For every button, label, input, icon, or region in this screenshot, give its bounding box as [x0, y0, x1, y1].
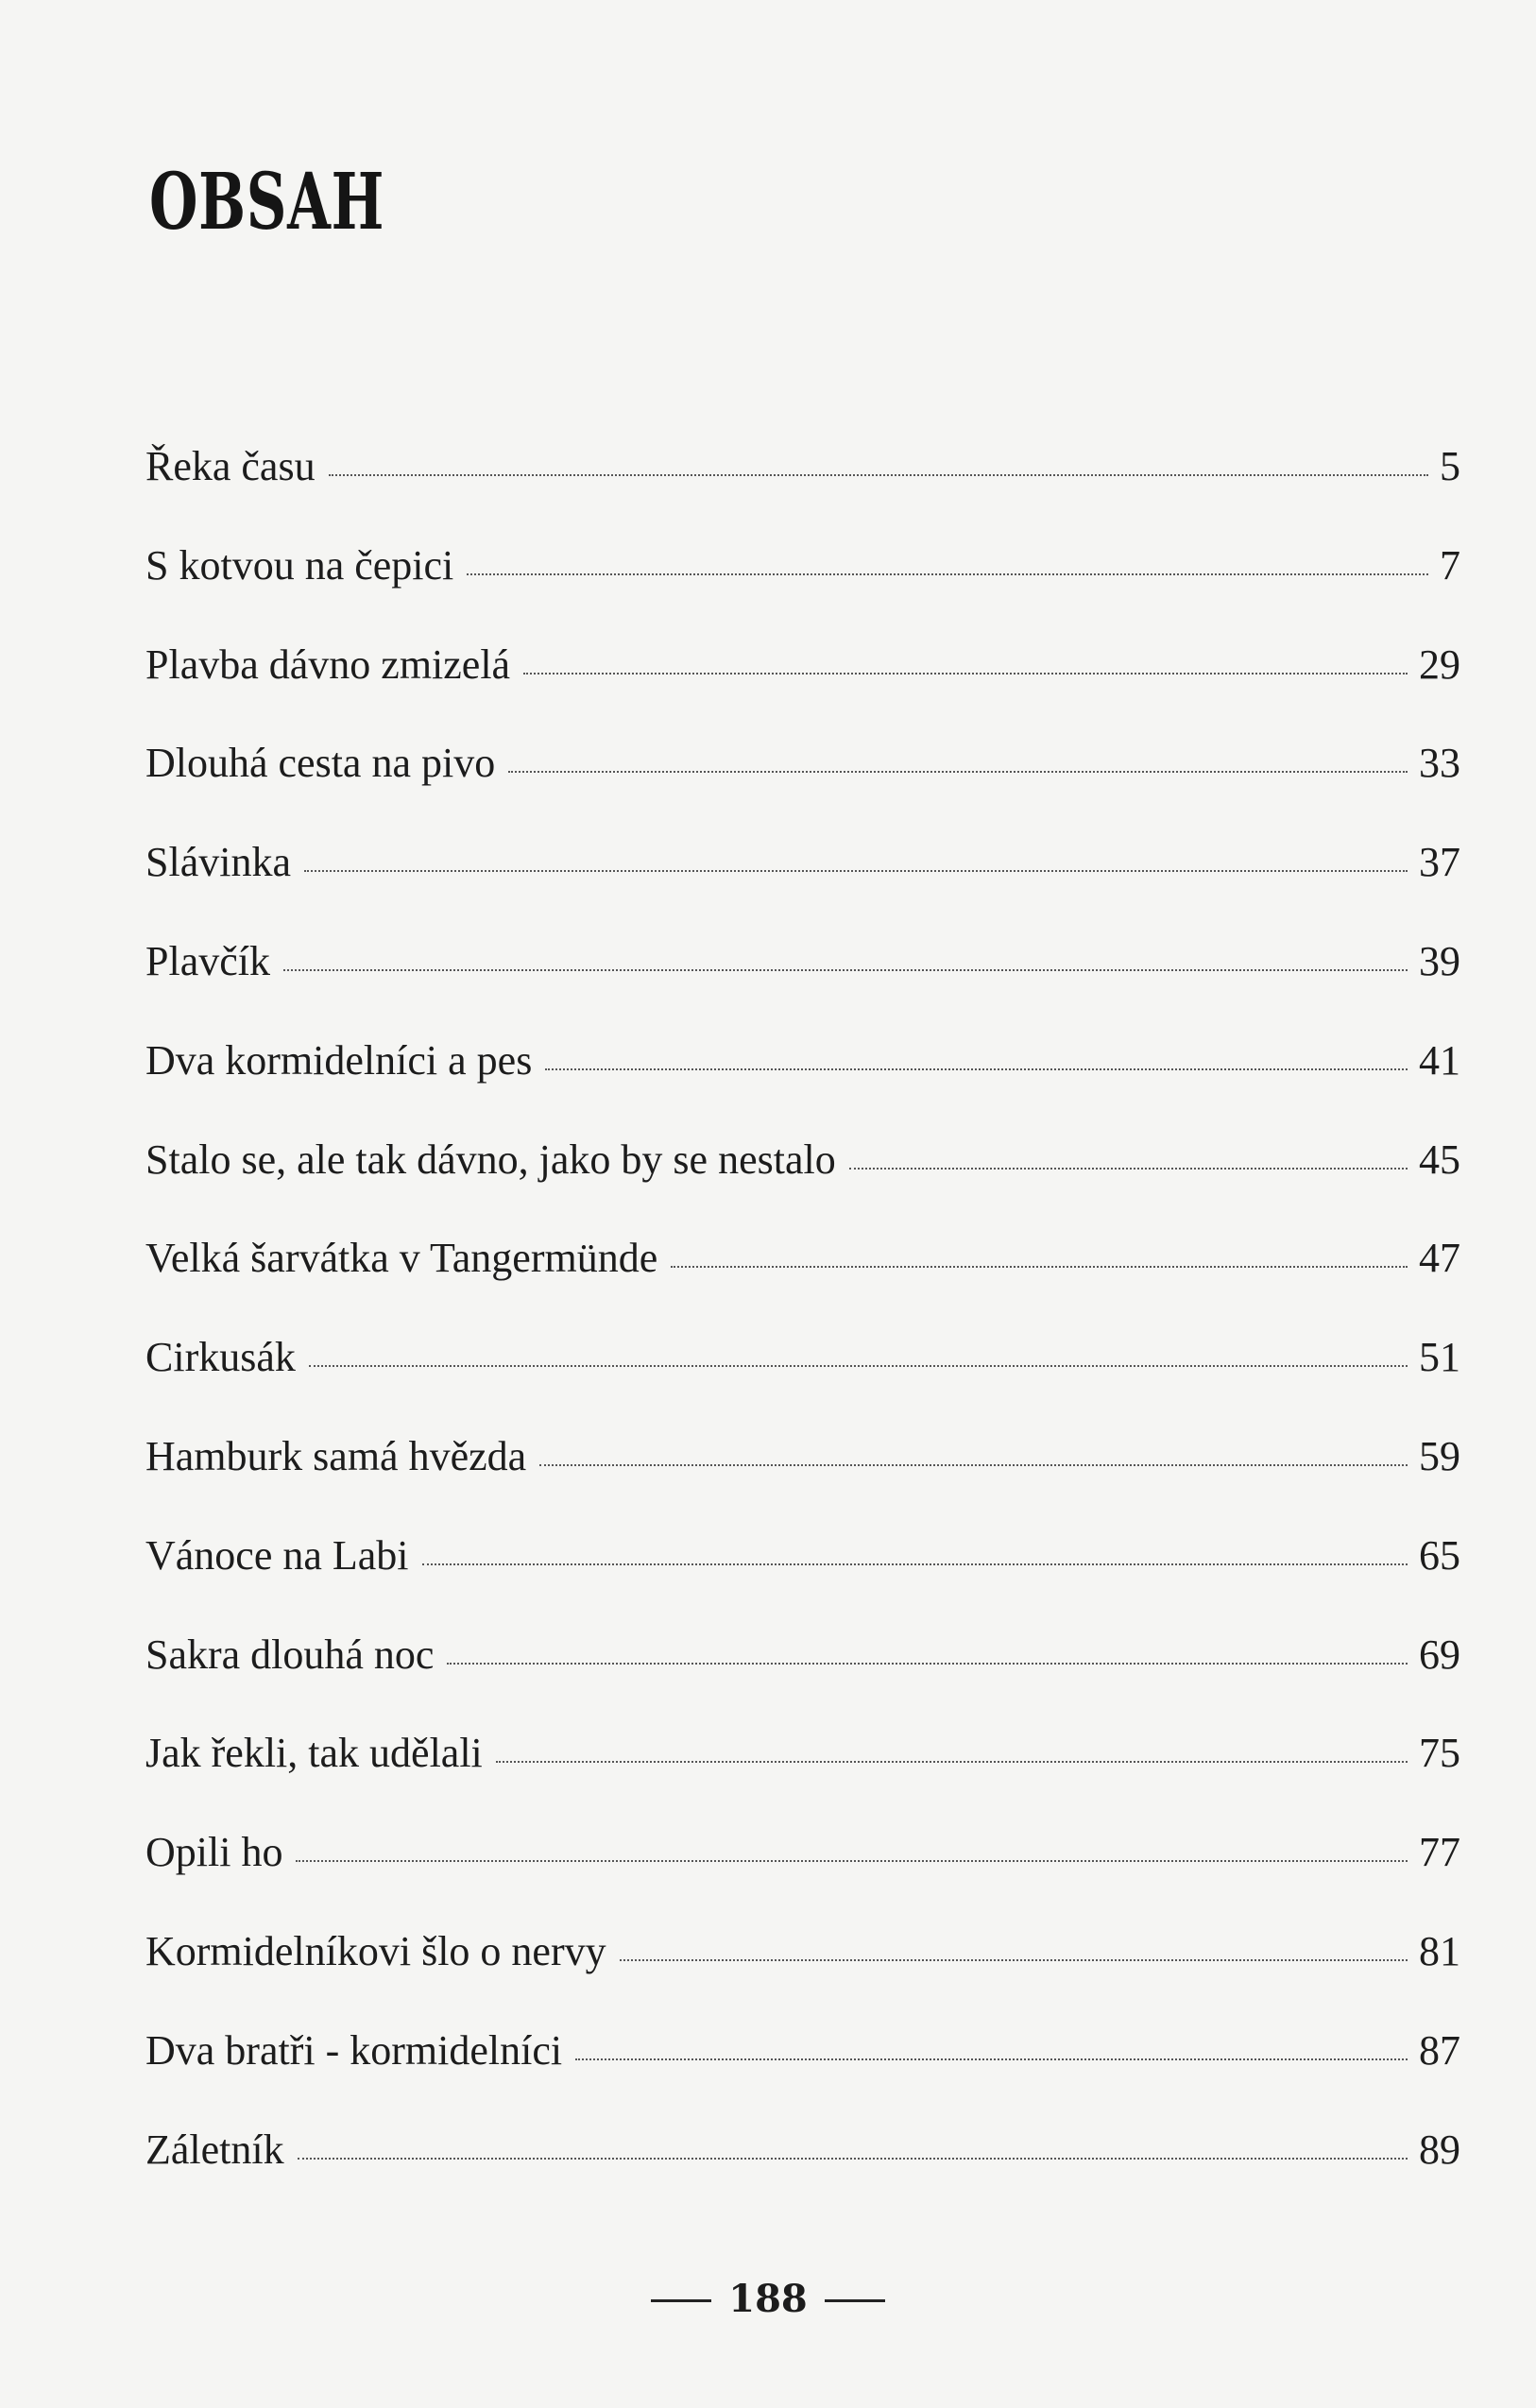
toc-entry-page: 39 [1419, 937, 1460, 984]
toc-entry-title: Hamburk samá hvězda [145, 1432, 527, 1479]
toc-entry-page: 5 [1440, 443, 1460, 489]
dot-leader [496, 1761, 1408, 1763]
toc-entry [145, 2126, 1460, 2225]
toc-entry [145, 2026, 1460, 2126]
table-of-contents [145, 442, 1460, 2224]
dot-leader [309, 1365, 1408, 1367]
toc-entry-title: Cirkusák [145, 1334, 296, 1381]
toc-entry-title: Plavčík [145, 937, 270, 984]
toc-entry-page: 75 [1419, 1730, 1460, 1777]
toc-entry-title: Slávinka [145, 839, 291, 886]
toc-entry-title: Opili ho [145, 1829, 283, 1876]
toc-entry [145, 1234, 1460, 1333]
dot-leader [523, 673, 1408, 675]
toc-entry [145, 541, 1460, 640]
toc-entry-title: Dlouhá cesta na pivo [145, 740, 496, 787]
dot-leader [298, 2158, 1408, 2160]
toc-entry-title: Dva kormidelníci a pes [145, 1036, 533, 1084]
toc-entry-page: 47 [1419, 1235, 1460, 1282]
toc-entry-page: 87 [1419, 2026, 1460, 2074]
toc-entry-page: 65 [1419, 1531, 1460, 1579]
toc-entry-title: Sakra dlouhá noc [145, 1631, 435, 1678]
toc-entry-title: S kotvou na čepici [145, 541, 454, 589]
dot-leader [620, 1959, 1408, 1961]
toc-entry-page: 37 [1419, 839, 1460, 886]
dot-leader [467, 573, 1428, 575]
toc-entry-page: 89 [1419, 2126, 1460, 2173]
toc-entry [145, 937, 1460, 1036]
page-number: 188 [728, 2277, 808, 2321]
toc-entry [145, 1036, 1460, 1136]
toc-entry-title: Vánoce na Labi [145, 1531, 409, 1579]
em-dash-right [825, 2299, 885, 2302]
toc-entry-page: 81 [1419, 1927, 1460, 1974]
toc-entry [145, 640, 1460, 740]
page-footer [0, 2277, 1536, 2321]
dot-leader [539, 1464, 1408, 1466]
toc-entry-title: Jak řekli, tak udělali [145, 1730, 483, 1777]
dot-leader [304, 870, 1408, 872]
toc-entry-page: 33 [1419, 740, 1460, 787]
toc-entry-title: Velká šarvátka v Tangermünde [145, 1235, 658, 1282]
toc-entry [145, 1432, 1460, 1531]
toc-entry-page: 29 [1419, 640, 1460, 688]
dot-leader [508, 771, 1408, 773]
toc-entry-page: 51 [1419, 1334, 1460, 1381]
em-dash-left [651, 2299, 711, 2302]
toc-entry-title: Kormidelníkovi šlo o nervy [145, 1927, 606, 1974]
toc-entry [145, 739, 1460, 838]
toc-entry [145, 1828, 1460, 1927]
dot-leader [283, 969, 1408, 971]
toc-entry [145, 1531, 1460, 1631]
toc-entry-page: 45 [1419, 1136, 1460, 1183]
dot-leader [671, 1266, 1408, 1268]
dot-leader [296, 1860, 1408, 1862]
toc-entry [145, 442, 1460, 541]
dot-leader [545, 1068, 1408, 1070]
toc-entry-page: 59 [1419, 1432, 1460, 1479]
dot-leader [849, 1168, 1408, 1170]
toc-entry-page: 69 [1419, 1631, 1460, 1678]
page-title: OBSAH [149, 156, 385, 248]
toc-entry-title: Dva bratři - kormidelníci [145, 2026, 563, 2074]
toc-entry [145, 838, 1460, 937]
toc-entry [145, 1631, 1460, 1730]
toc-entry-title: Řeka času [145, 443, 316, 489]
toc-entry-page: 77 [1419, 1829, 1460, 1876]
toc-entry-page: 7 [1440, 541, 1460, 589]
dot-leader [422, 1563, 1408, 1565]
dot-leader [575, 2058, 1408, 2060]
dot-leader [329, 474, 1428, 476]
toc-entry-title: Stalo se, ale tak dávno, jako by se nestalo [145, 1136, 836, 1183]
toc-entry [145, 1927, 1460, 2026]
toc-entry-title: Záletník [145, 2126, 284, 2173]
toc-entry-title: Plavba dávno zmizelá [145, 640, 511, 688]
toc-entry-page: 41 [1419, 1036, 1460, 1084]
toc-entry [145, 1729, 1460, 1828]
dot-leader [447, 1663, 1408, 1665]
toc-entry [145, 1136, 1460, 1235]
toc-entry [145, 1333, 1460, 1432]
